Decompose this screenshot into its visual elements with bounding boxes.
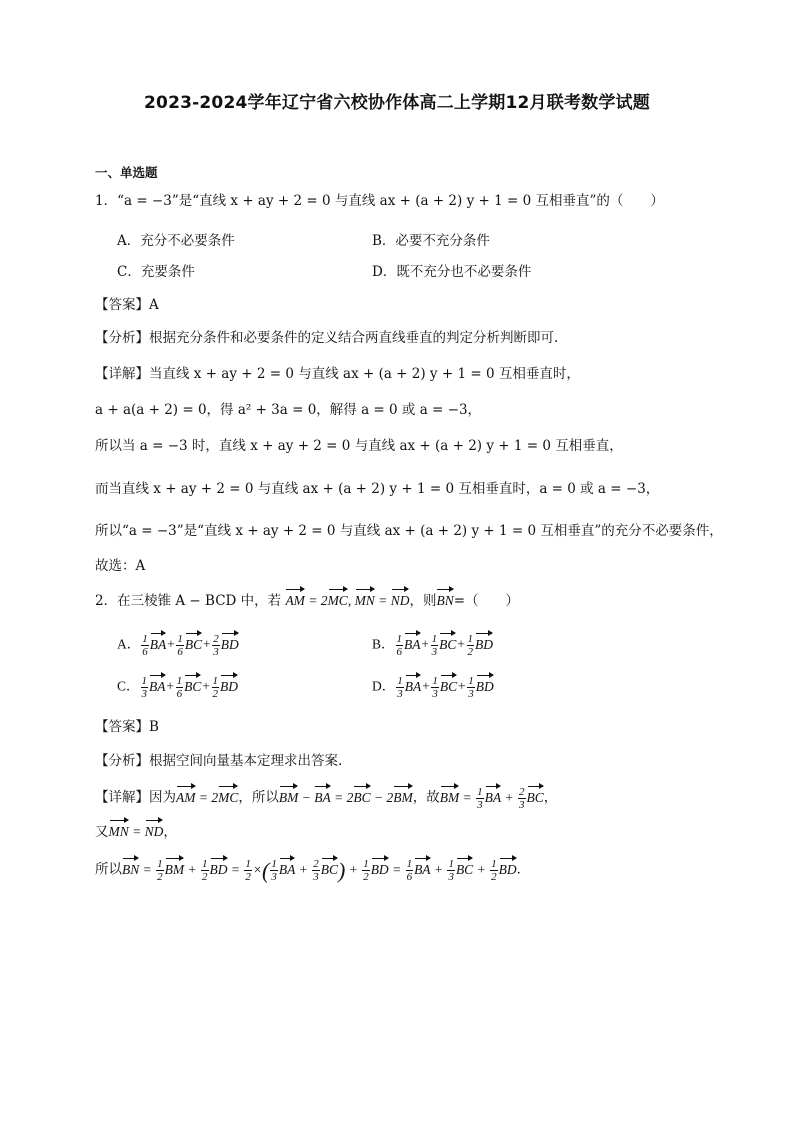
q2-answer [95,717,159,737]
q1-option-d: D．既不充分也不必要条件 [372,264,532,280]
q2-stem-end: =（ ） [453,593,520,609]
detail-text: ，所以 [238,789,279,806]
answer-value: A [149,297,159,313]
analysis-text: 根据充分条件和必要条件的定义结合两直线垂直的判定分析判断即可. [149,330,559,346]
q2-stem: 2．在三棱锥 A − BCD 中，若 AM = 2MC, MN = ND，则BN=（ ） [95,593,520,609]
q1-option-b: B．必要不充分条件 [372,233,490,249]
answer-tag: 【答案】 [95,719,149,735]
q2-detail-line-1: 【详解】因为AM = 2MC，所以BM − BA = 2BC − 2BM，故BM = $\frac{1}{3}$ BA + $\frac{2}{3}$ BC， [95,786,558,811]
analysis-text: 根据空间向量基本定理求出答案. [149,753,343,769]
analysis-tag: 【分析】 [95,753,149,769]
detail-tag: 【详解】 [95,366,149,382]
q2-detail-line-2: 又MN = ND， [95,824,177,840]
q2-condition: AM = 2MC, MN = ND [285,593,409,608]
q1-stem: 1．“a = −3”是“直线 x + ay + 2 = 0 与直线 ax + (a + 2) y + 1 = 0 互相垂直”的（ ） [95,193,664,209]
answer-value: B [149,719,159,735]
q1-detail-line-2: a + a(a + 2) = 0，得 a² + 3a = 0，解得 a = 0 或 a = −3， [95,402,482,418]
q2-option-a: A． $\frac{1}{6}$ BA+ $\frac{1}{6}$ BC+ $\frac{2}{3}$ BD [117,633,239,658]
detail-text: 所以 [95,861,122,878]
detail-text: 当直线 x + ay + 2 = 0 与直线 ax + (a + 2) y + 1 = 0 互相垂直时， [149,366,580,382]
q1-detail-line-1 [95,364,580,384]
q2-option-d: D． $\frac{1}{3}$ BA+ $\frac{1}{3}$ BC+ $\frac{1}{3}$ BD [372,675,494,700]
q1-analysis [95,328,558,348]
q2-option-c: C． $\frac{1}{3}$ BA+ $\frac{1}{6}$ BC+ $\frac{1}{2}$ BD [117,675,239,700]
q1-detail-line-5: 所以“a = −3”是“直线 x + ay + 2 = 0 与直线 ax + (a + 2) y + 1 = 0 互相垂直”的充分不必要条件， [95,523,723,539]
page-title: 2023-2024学年辽宁省六校协作体高二上学期12月联考数学试题 [144,93,650,113]
detail-text: 因为 [149,789,176,806]
q1-detail-line-3: 所以当 a = −3 时，直线 x + ay + 2 = 0 与直线 ax + (a + 2) y + 1 = 0 互相垂直， [95,438,623,454]
detail-text: ，故 [412,789,440,806]
section-heading: 一、单选题 [95,165,158,180]
q2-stem-suffix: ，则 [409,593,437,609]
q1-detail-line-4: 而当直线 x + ay + 2 = 0 与直线 ax + (a + 2) y + 1 = 0 互相垂直时，a = 0 或 a = −3， [95,481,660,497]
q2-stem-prefix: 2．在三棱锥 A − BCD 中，若 [95,593,282,609]
q1-answer [95,295,159,315]
eq-bm: BM = $\frac{1}{3}$ BA + $\frac{2}{3}$ BC [439,786,544,811]
analysis-tag: 【分析】 [95,330,149,346]
answer-tag: 【答案】 [95,297,149,313]
q1-detail-line-6: 故选：A [95,558,146,574]
eq-mn: MN = ND [109,824,164,839]
eq-bn: BN = $\frac{1}{2}$ BM + $\frac{1}{2}$ BD = $\frac{1}{2}$ ×( $\frac{1}{3}$ BA + $\frac{2}{3}$ BC) + $\frac{1}{2}$ BD = $\frac{1}{6}$ BA + $\frac{1}{3}$ BC + $\frac{1}{2}$ BD [122,857,517,883]
q2-analysis [95,751,342,771]
detail-text: 又 [95,824,109,840]
detail-tag: 【详解】 [95,789,149,806]
q2-option-b: B． $\frac{1}{6}$ BA+ $\frac{1}{3}$ BC+ $\frac{1}{2}$ BD [372,633,494,658]
q1-option-a: A．充分不必要条件 [117,233,235,249]
eq-bm-ba: BM − BA = 2BC − 2BM [279,790,413,805]
q1-option-c: C．充要条件 [117,264,195,280]
eq-am: AM = 2MC [176,790,238,805]
q2-detail-line-3: 所以BN = $\frac{1}{2}$ BM + $\frac{1}{2}$ BD = $\frac{1}{2}$ ×( $\frac{1}{3}$ BA + $\frac{2}{3}$ BC) + $\frac{1}{2}$ BD = $\frac{1}{6}$ BA + $\frac{1}{3}$ BC + $\frac{1}{2}$ BD． [95,857,531,883]
